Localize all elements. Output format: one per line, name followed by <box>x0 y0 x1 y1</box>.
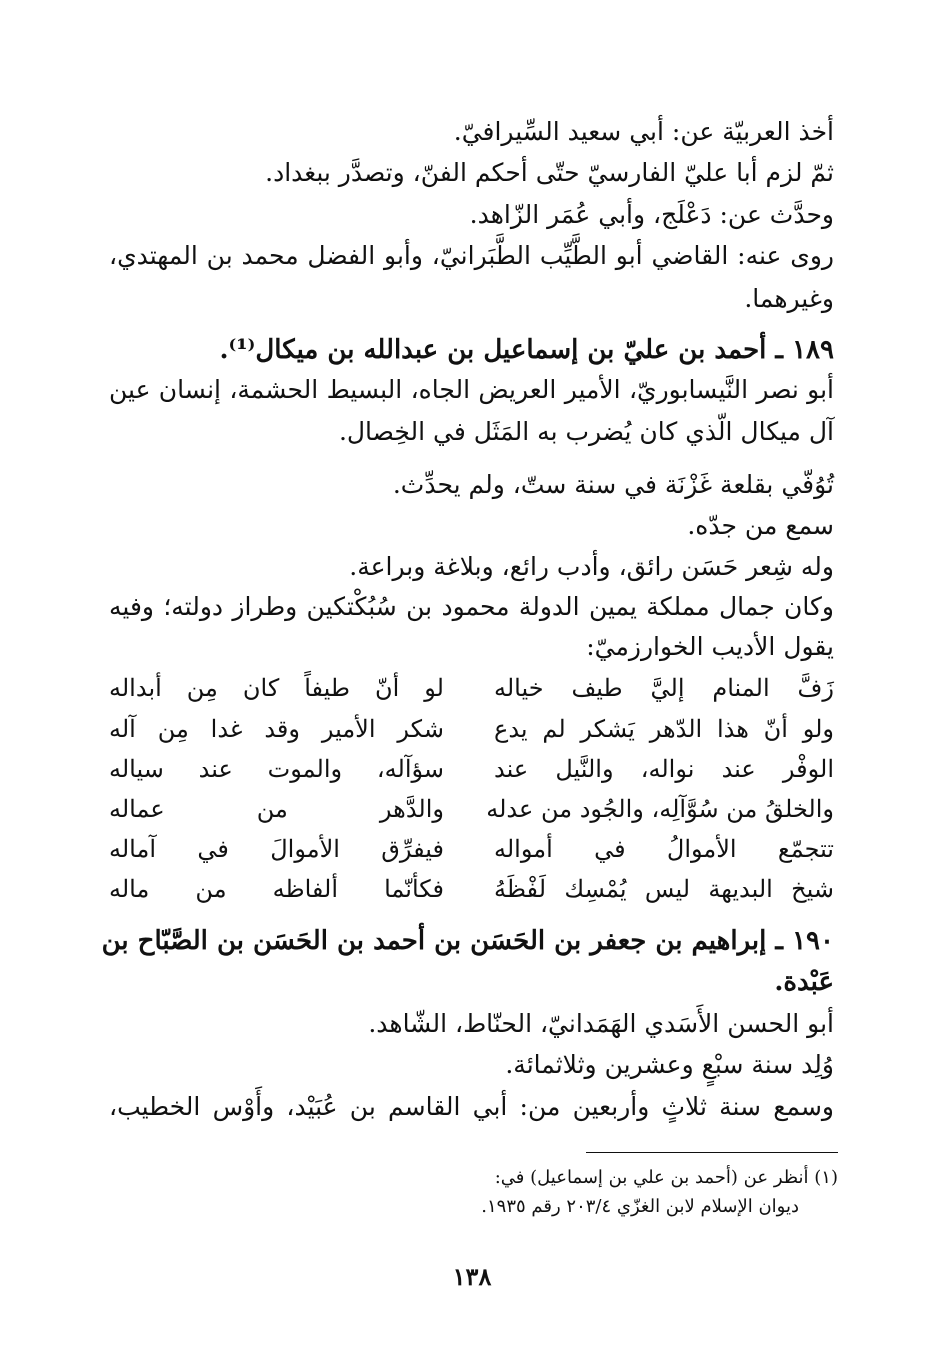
text-line: وُلِد سنة سبْعٍ وعشرين وثلاثمائة. <box>505 1050 834 1079</box>
text-line: وحدَّث عن: دَعْلَج، وأبي عُمَر الزّاهد. <box>469 200 834 229</box>
verse-hemistich-left: لو أنّ طيفاً كان مِن أبداله <box>109 674 444 702</box>
text-line: وغيرهما. <box>744 284 834 313</box>
verse-hemistich-left: سؤآله، والموت عند سياله <box>109 755 444 783</box>
verse-hemistich-left: فيفرِّق الأموالَ في آماله <box>109 835 444 863</box>
text-line: وله شِعر حَسَن رائق، وأدب رائع، وبلاغة وبراعة. <box>349 552 834 581</box>
text-line: آل ميكال الّذي كان يُضرب به المَثَل في الخِصال. <box>338 417 834 446</box>
text-line: روى عنه: القاضي أبو الطَّيِّب الطَّبَرانيّ، وأبو الفضل محمد بن المهتدي، <box>109 241 834 270</box>
verse-hemistich-right: شيخ البديهة ليس يُمْسِك لَفْظَهُ <box>494 875 834 903</box>
text-line: وسمع سنة ثلاثٍ وأربعين من: أبي القاسم بن عُبَيْد، وأَوْس الخطيب، <box>109 1092 834 1121</box>
text-line: سمع من جدّه. <box>687 511 834 540</box>
text-line: أخذ العربيّة عن: أبي سعيد السِّيرافيّ. <box>453 117 834 146</box>
verse-hemistich-right: ولو أنّ هذا الدّهر يَشكر لم يدع <box>494 715 834 743</box>
text-line: ثمّ لزم أبا عليّ الفارسيّ حتّى أحكم الفنّ، وتصدَّر ببغداد. <box>265 158 834 187</box>
verse-hemistich-right: زَفَّ المنام إليَّ طيف خياله <box>494 674 834 702</box>
verse-hemistich-left: والدَّهر من عماله <box>109 795 444 823</box>
entry-heading-190: ١٩٠ ـ إبراهيم بن جعفر بن الحَسَن بن أحمد بن الحَسَن بن الصَّبّاح بن <box>101 926 834 956</box>
verse-hemistich-right: الوفْر عند نواله، والنَّيل عند <box>494 755 834 783</box>
verse-hemistich-left: فكأنّما ألفاظه من ماله <box>109 875 444 903</box>
text-line: أبو الحسن الأَسَدي الهَمَدانيّ، الحنّاط، الشّاهد. <box>368 1009 834 1038</box>
verse-hemistich-left: شكر الأمير وقد غدا مِن آله <box>109 715 444 743</box>
entry-heading-190-cont: عَبْدة. <box>774 967 834 997</box>
footnote-line: (١) أنظر عن (أحمد بن علي بن إسماعيل) في: <box>494 1167 838 1188</box>
footnote-divider <box>586 1152 838 1153</box>
page-number: ١٣٨ <box>452 1262 492 1291</box>
verse-hemistich-right: والخلقُ من سُوَّآلِه، والجُود من عدله <box>486 795 834 823</box>
text-line: تُوُفّي بقلعة غَزْنَة في سنة ستّ، ولم يحدِّث. <box>392 470 834 499</box>
text-line: وكان جمال مملكة يمين الدولة محمود بن سُبُكْتكين وطراز دولته؛ وفيه <box>109 592 834 621</box>
text-line: أبو نصر النَّيسابوريّ، الأمير العريض الجاه، البسيط الحشمة، إنسان عين <box>109 375 834 404</box>
verse-hemistich-right: تتجمّع الأموالُ في أمواله <box>494 835 834 863</box>
footnote-line: ديوان الإسلام لابن الغزّي ٢٠٣/٤ رقم ١٩٣٥. <box>481 1196 799 1217</box>
entry-heading-189: ١٨٩ ـ أحمد بن عليّ بن إسماعيل بن عبدالله بن ميكال⁽¹⁾. <box>219 335 834 365</box>
text-line: يقول الأديب الخوارزميّ: <box>586 632 834 661</box>
